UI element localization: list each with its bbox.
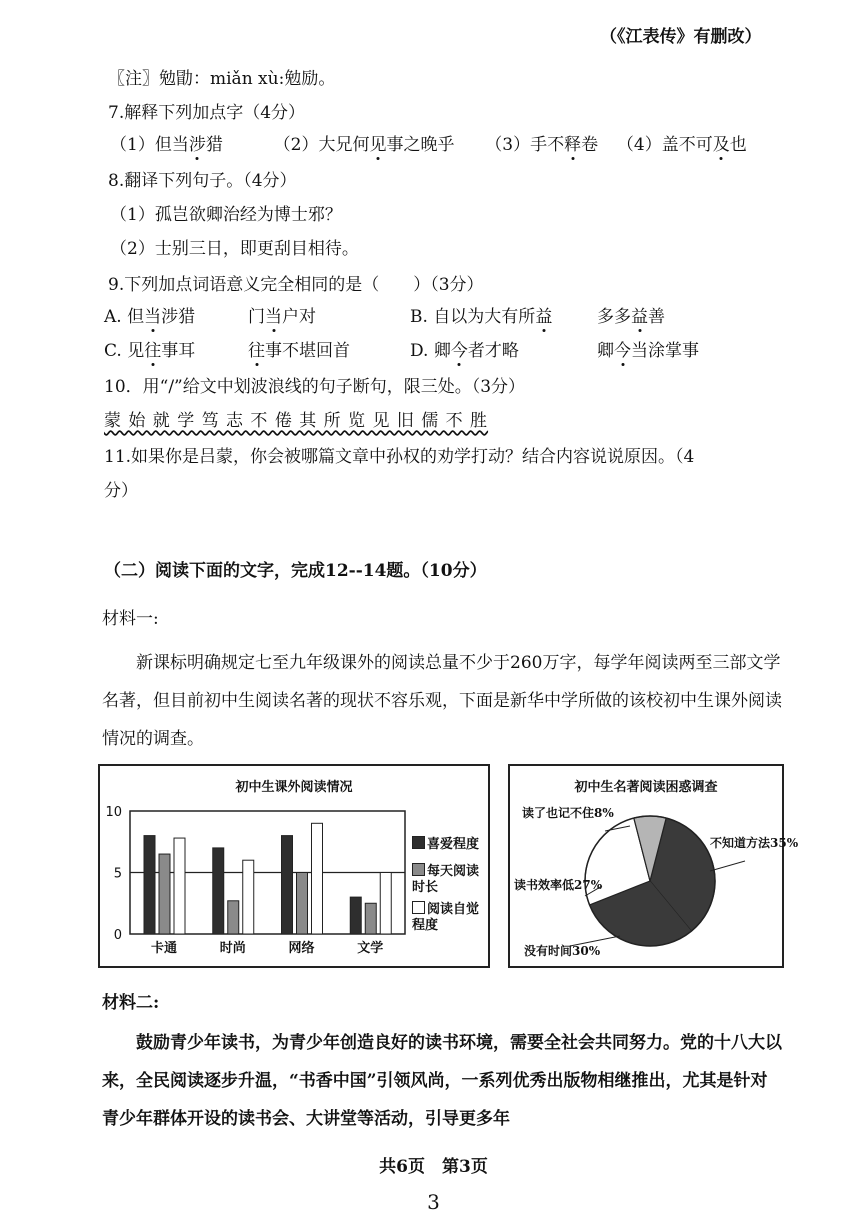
bar-0-0 (144, 836, 155, 934)
bar-ytick-5: 5 (113, 866, 122, 882)
pie-label-time: 没有时间30% (524, 944, 601, 958)
material2-text: 鼓励青少年读书，为青少年创造良好的读书环境，需要全社会共同努力。党的十八大以来，全民阅读逐步升温，“书香中国”引领风尚，一系列优秀出版物相继推出，尤其是针对青少年群体开设的读书会、大讲堂等活动，引导更多年 (102, 1033, 782, 1129)
q8-sentence-2: （2）士别三日，即更刮目相待。 (110, 239, 359, 259)
q9-option-c-second: 往事不堪回首 (248, 336, 350, 361)
q11-line-2: 分） (104, 481, 138, 501)
legend-daily: 每天阅读时长 (412, 864, 480, 895)
q7-item-4: （4）盖不可及也 (617, 135, 747, 155)
bar-chart-title: 初中生课外阅读情况 (235, 780, 353, 795)
legend-like: 喜爱程度 (412, 836, 486, 853)
q8-sentence-1: （1）孤岂欲卿治经为博士邪？ (110, 205, 342, 225)
bar-ytick-0: 0 (113, 928, 122, 943)
q7-stem: 7.解释下列加点字（4分） (108, 103, 306, 123)
bar-category-label-3: 文学 (357, 941, 384, 956)
pie-chart (508, 764, 799, 968)
page-info: 共6页 第3页 (379, 1157, 488, 1177)
pie-label-forget: 读了也记不住8% (522, 806, 614, 820)
section2-heading: （二）阅读下面的文字，完成12--14题。（10分） (104, 561, 487, 581)
bar-0-1 (159, 854, 170, 934)
q9-option-d-second: 卿今当涂掌事 (597, 336, 699, 361)
page-number: 3 (427, 1190, 440, 1214)
bar-2-0 (282, 836, 293, 934)
legend-self-swatch (412, 901, 425, 914)
bar-0-2 (174, 838, 185, 934)
bar-category-label-0: 卡通 (150, 941, 178, 956)
q11-line-1: 11.如果你是吕蒙，你会被哪篇文章中孙权的劝学打动？结合内容说说原因。（4 (104, 447, 695, 467)
q10-sentence: 蒙 始 就 学 笃 志 不 倦 其 所 览 见 旧 儒 不 胜 (104, 411, 489, 431)
q9-option-d: D. 卿今者才略 (410, 336, 519, 361)
bar-chart (98, 764, 490, 968)
q7-item-2: （2）大兄何见事之晚乎 (274, 135, 455, 155)
source-note: （《江表传》有删改） (600, 27, 762, 47)
bar-category-label-2: 网络 (288, 941, 315, 956)
q9-option-a-second: 门当户对 (248, 302, 316, 327)
pie-label-efficiency: 读书效率低27% (514, 878, 603, 892)
pie-chart-svg (510, 766, 782, 966)
q7-items (110, 130, 747, 155)
bar-2-2 (312, 823, 323, 934)
bar-1-1 (228, 901, 239, 934)
q7-item-1: （1）但当涉猎 (110, 135, 223, 155)
pie-chart-title: 初中生名著阅读困惑调查 (574, 780, 718, 795)
bar-3-1 (365, 903, 376, 934)
bar-3-0 (350, 897, 361, 934)
note-pinyin: miǎn xù (210, 69, 279, 89)
q9-option-c: C. 见往事耳 (104, 336, 195, 361)
legend-daily-swatch (412, 863, 425, 876)
legend-like-swatch (412, 836, 425, 849)
q8-stem: 8.翻译下列句子。（4分） (108, 171, 297, 191)
material1-text: 新课标明确规定七至九年级课外的阅读总量不少于260万字，每学年阅读两至三部文学名著，但目前初中生阅读名著的现状不容乐观，下面是新华中学所做的该校初中生课外阅读情况的调查。 (102, 653, 782, 749)
note-meaning: :勉励。 (278, 69, 336, 89)
q9-option-b-second: 多多益善 (597, 302, 665, 327)
vocab-note (108, 64, 335, 89)
material2-label: 材料二: (102, 993, 160, 1013)
q7-item-3: （3）手不释卷 (485, 135, 598, 155)
q9-option-b: B. 自以为大有所益 (410, 302, 552, 327)
pie-leader-3 (710, 861, 745, 871)
bar-ytick-10: 10 (105, 805, 122, 820)
material1-label: 材料一: (102, 609, 159, 629)
q9-option-a: A. 但当涉猎 (104, 302, 195, 327)
bar-2-1 (297, 873, 308, 935)
bar-category-label-1: 时尚 (219, 941, 246, 956)
pie-label-method: 不知道方法35% (710, 836, 799, 850)
bar-3-2 (380, 873, 391, 935)
legend-self: 阅读自觉程度 (412, 902, 480, 933)
bar-1-2 (243, 860, 254, 934)
q9-stem: 9.下列加点词语意义完全相同的是（ ）（3分） (108, 275, 484, 295)
q10-stem: 10．用“/”给文中划波浪线的句子断句，限三处。（3分） (104, 377, 526, 397)
note-label: 〖注〗勉勖： (108, 69, 210, 89)
bar-1-0 (213, 848, 224, 934)
